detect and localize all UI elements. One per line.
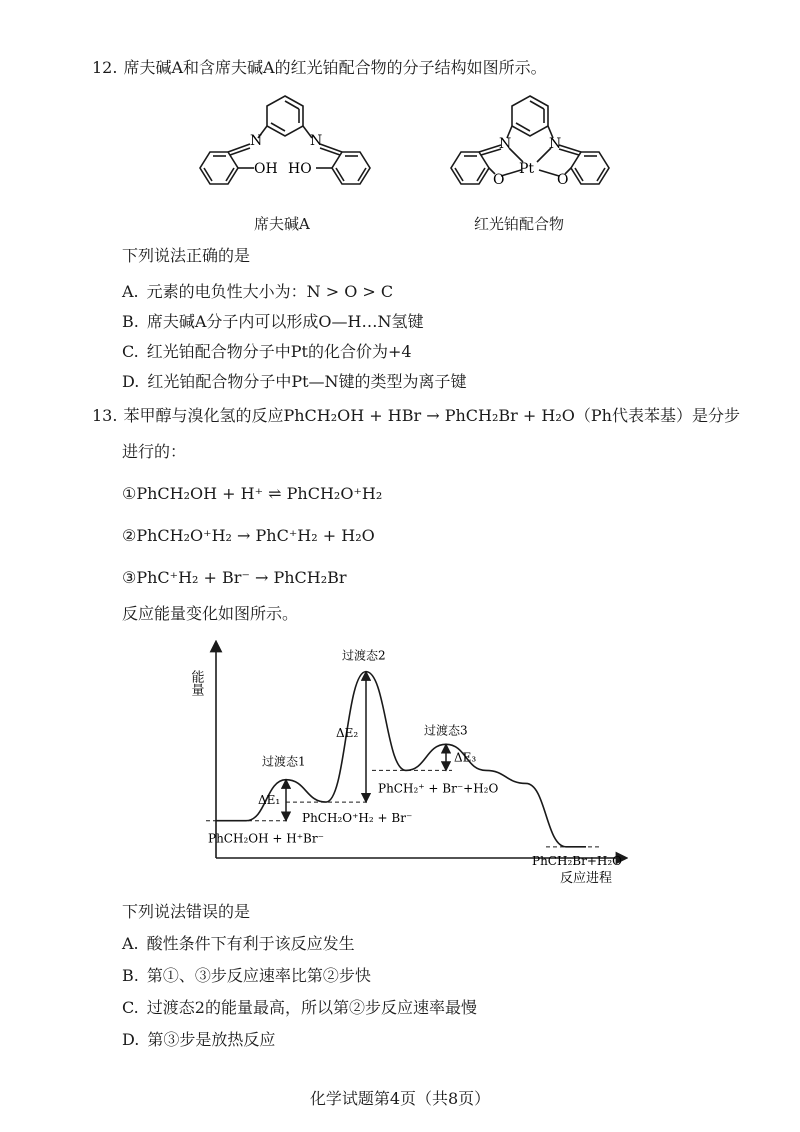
x-axis-label: 反应进程 <box>560 871 613 885</box>
point-label: 过渡态2 <box>342 648 386 663</box>
q13-stem-line1 <box>92 406 740 426</box>
point-label: PhCH₂O⁺H₂ + Br⁻ <box>302 811 413 826</box>
q13-option-c: C. 过渡态2的能量最高，所以第②步反应速率最慢 <box>122 998 477 1017</box>
oh-label: OH <box>254 161 278 177</box>
q12-prompt: 下列说法正确的是 <box>122 246 251 265</box>
delta-e-label: ΔE₃ <box>454 750 477 765</box>
o-atom-label-right: O <box>557 172 569 188</box>
q13-option-b: B. 第①、③步反应速率比第②步快 <box>122 966 371 985</box>
point-label: PhCH₂OH + H⁺Br⁻ <box>208 831 324 846</box>
point-label: 过渡态3 <box>424 723 468 738</box>
o-atom-label-left: O <box>493 172 505 188</box>
n-atom-label-left: N <box>250 133 263 149</box>
q13-option-a: A. 酸性条件下有利于该反应发生 <box>122 934 355 953</box>
point-label: PhCH₂Br+H₂O <box>532 853 622 868</box>
diagram-intro: 反应能量变化如图所示。 <box>122 604 299 623</box>
q12-stem: 席夫碱A和含席夫碱A的红光铂配合物的分子结构如图所示。 <box>123 58 547 77</box>
delta-e-label: ΔE₂ <box>336 725 359 740</box>
q13-stem: 苯甲醇与溴化氢的反应PhCH₂OH + HBr → PhCH₂Br + H₂O（Ph代表苯基）是分步 <box>123 406 740 425</box>
q12-stem-line <box>92 58 547 78</box>
reaction-step-3: ③PhC⁺H₂ + Br⁻ → PhCH₂Br <box>122 568 347 587</box>
platinum-complex-structure <box>435 88 625 217</box>
q12-option-a: A. 元素的电负性大小为：N > O > C <box>122 282 394 301</box>
n-atom-label-right: N <box>310 133 323 149</box>
mol2-caption: 红光铂配合物 <box>474 215 565 233</box>
point-label: PhCH₂⁺ + Br⁻+H₂O <box>378 781 499 796</box>
q13-stem-line2: 进行的： <box>122 442 187 461</box>
n-atom-label-left: N <box>499 136 512 152</box>
q12-option-c: C. 红光铂配合物分子中Pt的化合价为+4 <box>122 342 412 361</box>
q12-number: 12. <box>92 58 118 77</box>
energy-profile-chart <box>188 640 628 885</box>
q13-prompt: 下列说法错误的是 <box>122 902 251 921</box>
mol1-caption: 席夫碱A <box>254 215 310 233</box>
q13-option-d: D. 第③步是放热反应 <box>122 1030 276 1049</box>
delta-e-label: ΔE₁ <box>258 793 281 808</box>
q12-option-d: D. 红光铂配合物分子中Pt—N键的类型为离子键 <box>122 372 467 391</box>
pt-atom-label: Pt <box>519 161 535 177</box>
q13-number: 13. <box>92 406 118 425</box>
n-atom-label-right: N <box>549 136 562 152</box>
point-label: 过渡态1 <box>262 754 306 769</box>
reaction-step-2: ②PhCH₂O⁺H₂ → PhC⁺H₂ + H₂O <box>122 526 375 545</box>
schiff-base-a-structure <box>190 88 380 217</box>
ho-label: HO <box>288 161 312 177</box>
reaction-step-1: ①PhCH₂OH + H⁺ ⇌ PhCH₂O⁺H₂ <box>122 484 383 503</box>
q12-option-b: B. 席夫碱A分子内可以形成O—H…N氢键 <box>122 312 424 331</box>
page-footer: 化学试题第4页（共8页） <box>309 1089 491 1108</box>
y-axis-label: 能量 <box>188 670 204 696</box>
